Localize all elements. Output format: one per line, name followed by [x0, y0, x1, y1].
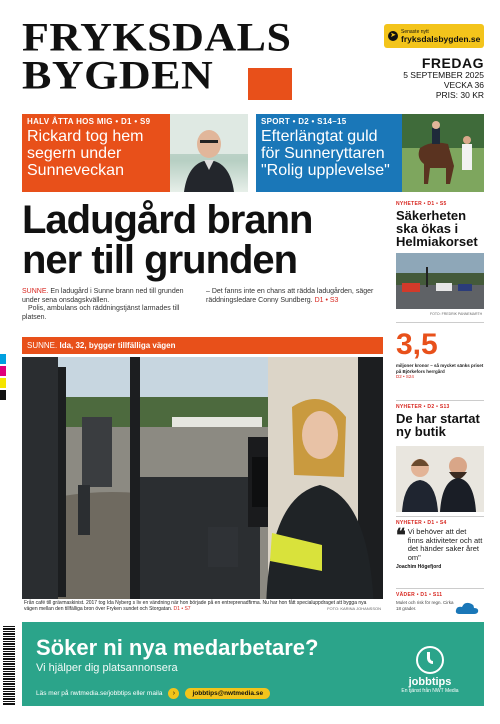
story-sakerheten-headline: Säkerheten ska ökas i Helmiakorset [396, 208, 478, 249]
issue-day: FREDAG [421, 55, 484, 71]
teaser-left-photo [170, 114, 248, 192]
story-butik-kicker: NYHETER • D2 • S13 [396, 404, 450, 410]
barcode [3, 626, 15, 706]
main-headline-line-1: Ladugård brann [22, 198, 313, 242]
website-badge[interactable] [384, 24, 484, 48]
jobbtips-ad[interactable] [22, 622, 484, 706]
divider [396, 516, 484, 517]
main-headline-line-2: ner till grunden [22, 238, 298, 282]
hero-caption [22, 599, 383, 613]
registration-mark-cyan [0, 354, 6, 364]
teaser-left[interactable] [22, 114, 248, 192]
teaser-right[interactable] [256, 114, 484, 192]
issue-week: VECKA 36 [443, 80, 484, 90]
hero-bar[interactable] [22, 337, 383, 354]
story-quote[interactable] [396, 520, 484, 570]
story-quote-text: Vi behöver att det finns aktiviteter och att det händer saker året om" [407, 527, 483, 562]
hero-photo [22, 357, 383, 611]
story-butik-photo [396, 446, 484, 512]
divider [396, 588, 484, 589]
story-sakerheten-photo [396, 253, 484, 309]
masthead-line-1: FRYKSDALS [22, 14, 292, 60]
ad-brand-sub: En tjänst från NWT Media [401, 688, 459, 694]
ad-brand: jobbtips [408, 676, 452, 688]
teaser-right-headline: Efterlängtat guld för Sunneryttaren "Rolig upplevelse" [261, 128, 390, 179]
main-headline[interactable] [22, 200, 382, 280]
story-sakerheten-kicker: NYHETER • D1 • S5 [396, 201, 447, 207]
story-quote-kicker: NYHETER • D1 • S4 [396, 520, 447, 526]
quote-mark-icon: ❝ [396, 525, 406, 545]
jobbtips-logo [390, 646, 470, 694]
hero-bar-headline: Ida, 32, bygger tillfälliga vägen [59, 341, 176, 350]
lede-column-1 [22, 288, 192, 322]
masthead-line-2: BYGDEN [22, 52, 214, 98]
story-butik-headline: De har startat ny butik [396, 411, 480, 439]
teaser-right-photo [402, 114, 484, 192]
story-weather[interactable] [396, 592, 484, 616]
lede-text-1: En ladugård i Sunne brann ned till grunden under sena onsdagskvällen. [22, 288, 184, 304]
divider [396, 322, 484, 323]
story-weather-kicker: VÄDER • D1 • S11 [396, 592, 443, 598]
lede-place: SUNNE. [22, 288, 49, 295]
story-price[interactable] [396, 330, 484, 380]
story-butik[interactable] [396, 404, 484, 438]
story-weather-text: Mulet och risk för regn. Cirka 18 grader. [396, 600, 454, 611]
registration-mark-black [0, 390, 6, 400]
arrow-right-icon: › [168, 688, 179, 699]
story-sakerheten[interactable] [396, 201, 484, 248]
website-url[interactable]: fryksdalsbygden.se [401, 33, 481, 44]
ad-subtitle: Vi hjälper dig platsannonsera [36, 662, 178, 674]
teaser-right-kicker: SPORT • D2 • S14–15 [261, 117, 347, 126]
story-price-number: 3,5 [396, 328, 438, 361]
hero-caption-ref: D1 • S7 [173, 606, 191, 612]
jobbtips-logo-icon [416, 646, 444, 674]
website-badge-label: Senaste nytt [401, 28, 429, 35]
hero-photo-credit: FOTO: KARINA JOHANSSON [327, 606, 381, 611]
issue-price: PRIS: 30 KR [435, 90, 484, 100]
story-price-ref: D2 • S24 [396, 374, 414, 379]
story-price-text: miljoner kronor – så mycket sänks priset på Björkefors herrgård [396, 363, 484, 374]
story-quote-name: Joachim Högefjord [396, 564, 442, 570]
registration-mark-yellow [0, 378, 6, 388]
lede-column-2 [206, 288, 382, 305]
ad-title: Söker ni nya medarbetare? [36, 635, 319, 660]
lede-ref: D1 • S3 [314, 296, 339, 304]
issue-info [403, 56, 484, 100]
lede-text-2: Polis, ambulans och räddningstjänst larmades till platsen. [22, 305, 180, 321]
lede-text-3: – Det fanns inte en chans att rädda ladugården, säger räddningsledare Conny Sundberg. [206, 288, 374, 304]
issue-date: 5 SEPTEMBER 2025 [403, 70, 484, 80]
teaser-left-kicker: HALV ÅTTA HOS MIG • D1 • S9 [27, 117, 151, 126]
registration-mark-magenta [0, 366, 6, 376]
cloud-icon [454, 600, 480, 616]
divider [396, 400, 484, 401]
pointer-icon: ➤ [388, 31, 398, 41]
ad-cta-text: Läs mer på nwtmedia.se/jobbtips eller maila [36, 690, 163, 697]
ad-email[interactable]: jobbtips@nwtmedia.se [185, 688, 270, 699]
hero-bar-place: SUNNE. [27, 341, 58, 350]
teaser-left-headline: Rickard tog hem segern under Sunneveckan [27, 128, 144, 179]
story-sakerheten-credit: FOTO: FREDRIK PANNEMARTH [430, 312, 483, 316]
masthead-orange-block [248, 68, 292, 100]
masthead [22, 14, 292, 98]
hero-caption-text: Från café till grävmaskinist. 2017 tog Ida Nyberg s liv en vändning när hon började på en entreprenadfirma. Nu har hon fått specialuppdraget att bygga nya vägen mellan den tillfälliga bron över Fryken sundet och Storgatan. [24, 600, 367, 612]
